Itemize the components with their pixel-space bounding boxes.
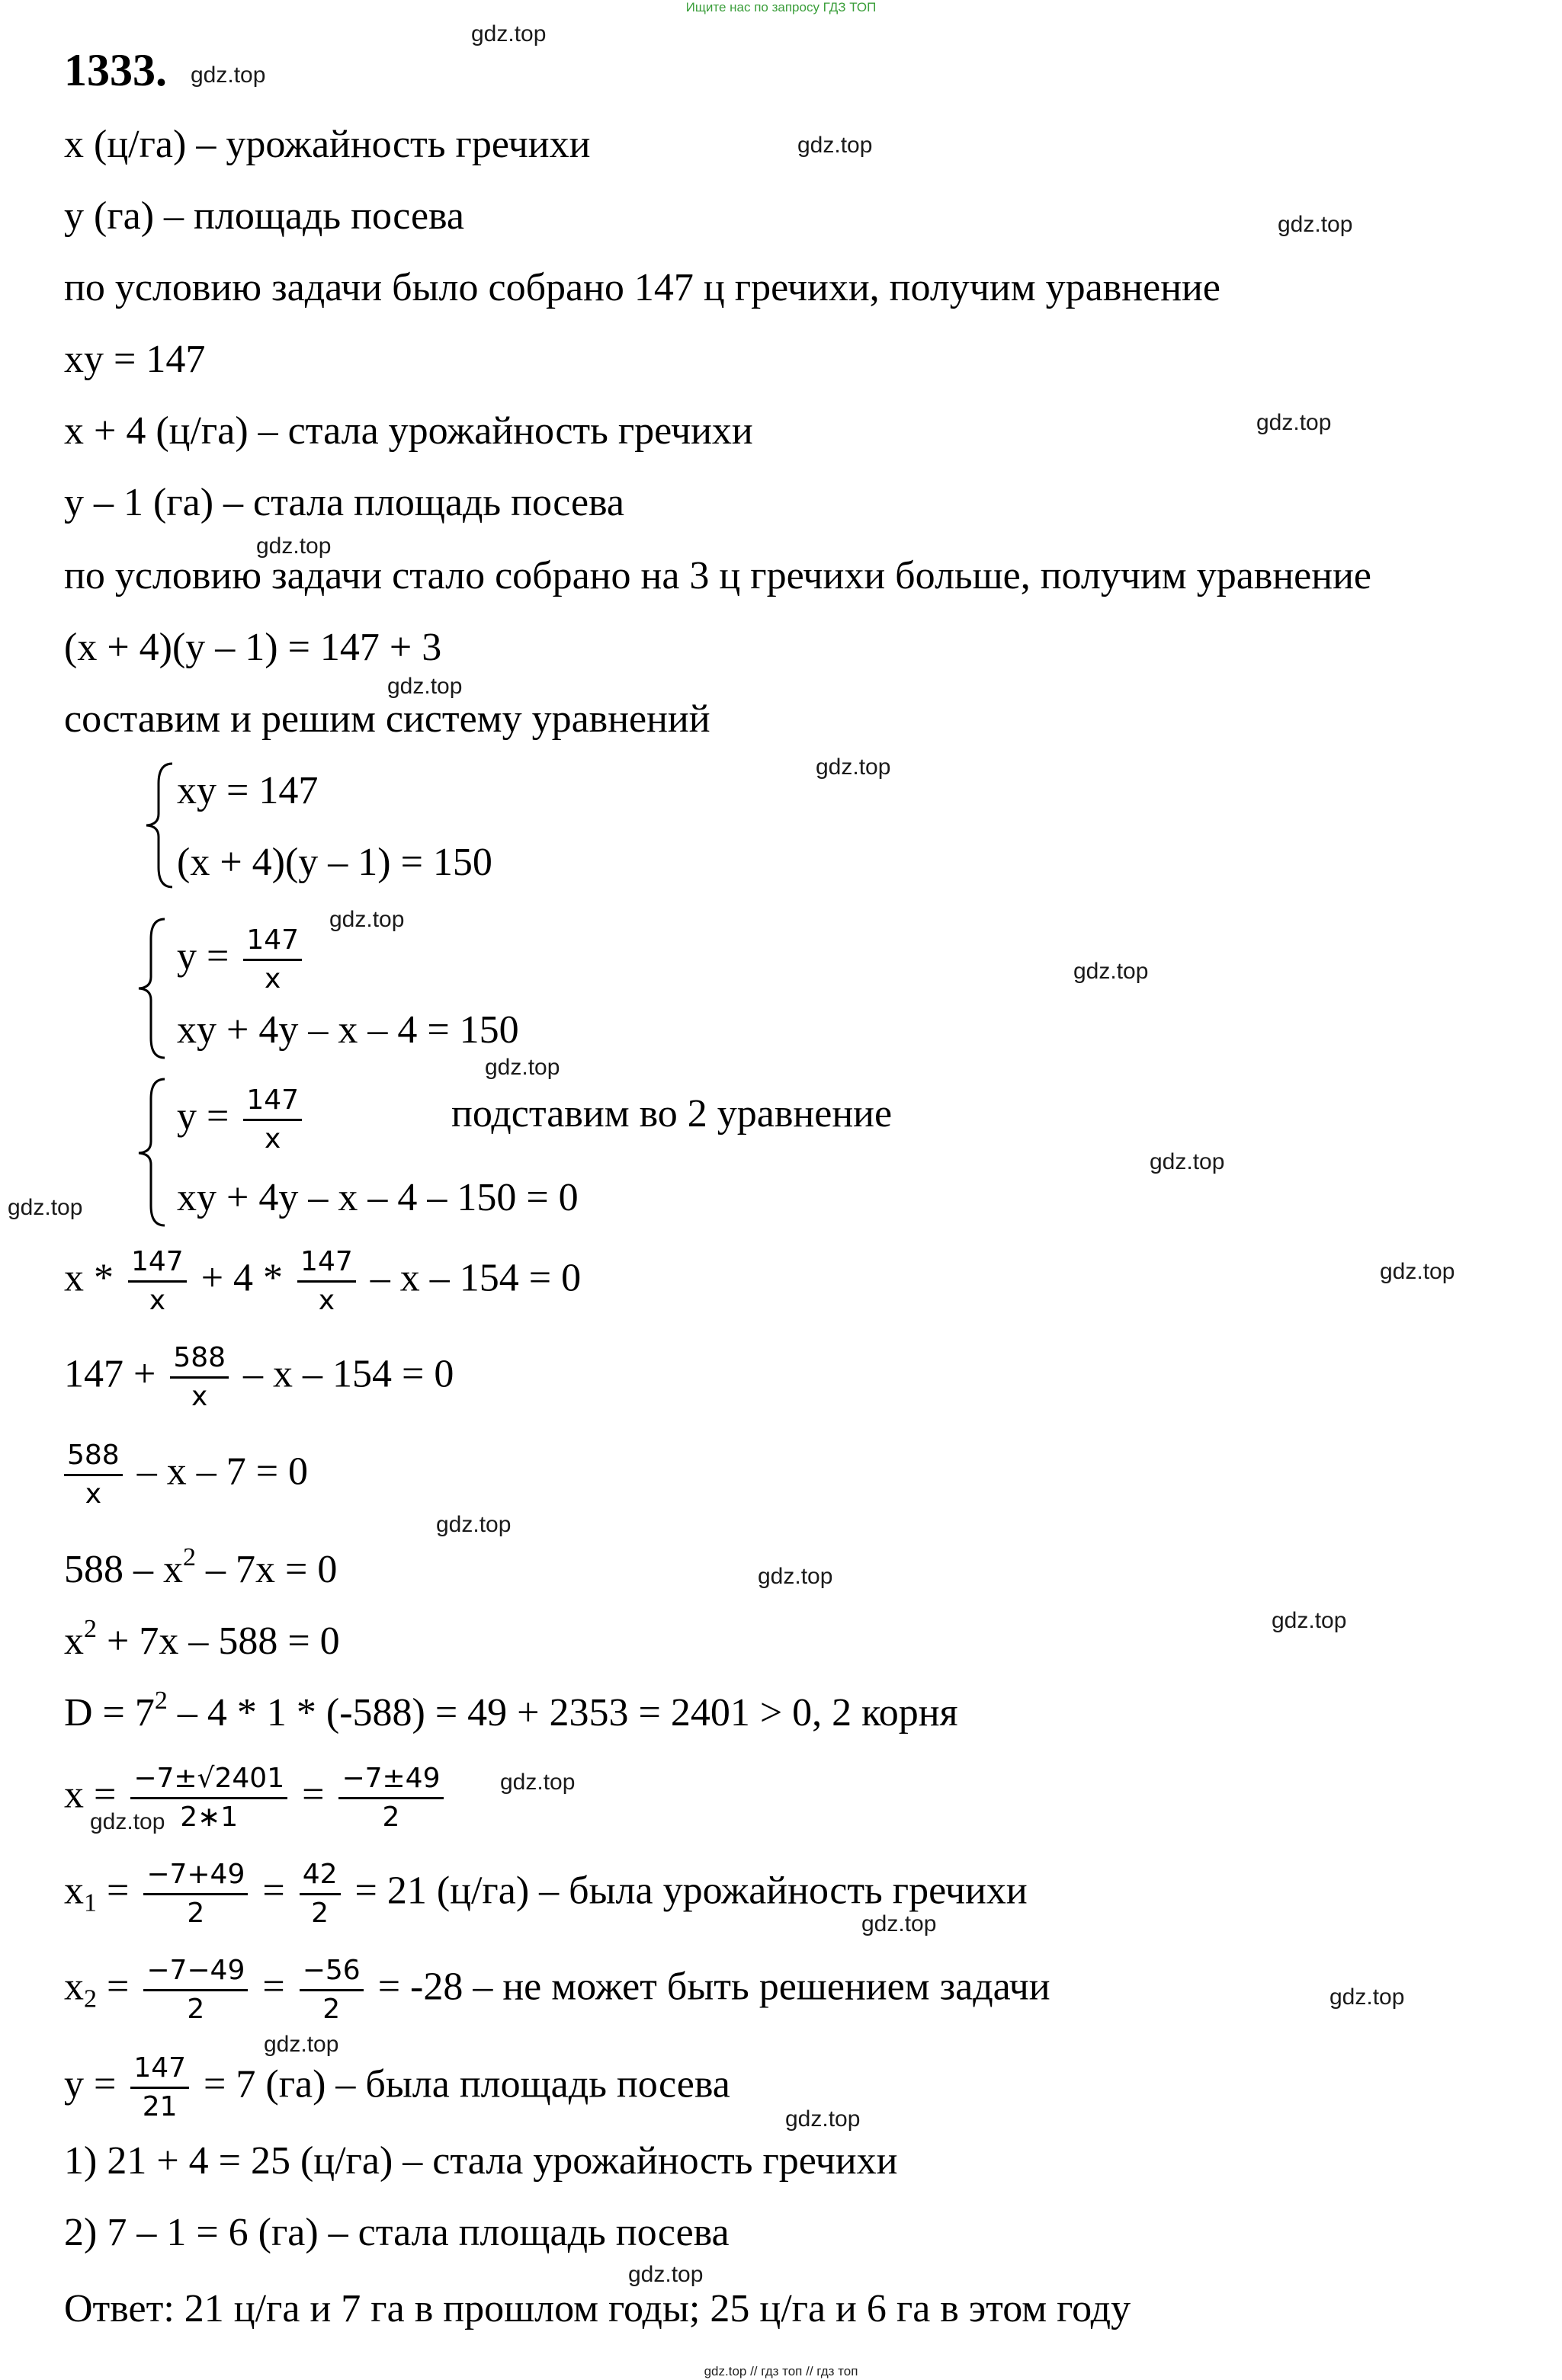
problem-number: 1333.	[64, 45, 167, 95]
watermark: gdz.top	[816, 754, 891, 780]
system1-eq2: (x + 4)(y – 1) = 150	[177, 841, 492, 884]
line-3: по условию задачи было собрано 147 ц гречихи, получим уравнение	[64, 266, 1220, 309]
line-4: xy = 147	[64, 338, 206, 381]
watermark: gdz.top	[485, 1055, 560, 1080]
system3-eq1	[177, 1082, 306, 1158]
numerator: −7±49	[342, 1763, 441, 1794]
watermark: gdz.top	[471, 21, 547, 46]
numerator: −7±√2401	[133, 1763, 285, 1794]
top-note: Ищите нас по запросу ГДЗ ТОП	[685, 0, 877, 14]
fraction-147-x	[243, 1082, 302, 1158]
system3-note: подставим во 2 уравнение	[451, 1092, 893, 1136]
fraction-x2	[143, 1952, 248, 2028]
expr-tail: = -28 – не может быть решением задачи	[367, 1965, 1050, 2009]
denominator: x	[64, 1474, 123, 1513]
equals: =	[107, 1869, 130, 1913]
watermark: gdz.top	[1380, 1259, 1455, 1284]
denominator: 2	[300, 1893, 341, 1932]
numerator: −7−49	[146, 1955, 245, 1986]
exponent: 2	[183, 1543, 196, 1571]
line-6: y – 1 (га) – стала площадь посева	[64, 481, 624, 524]
line-quadratic-2	[64, 1606, 340, 1664]
x-symbol: x	[64, 1869, 84, 1913]
fraction-147-x	[243, 922, 302, 998]
line-substitution	[64, 1244, 581, 1319]
denominator: x	[128, 1280, 187, 1319]
fraction-x1b	[300, 1856, 341, 1932]
numerator: 147	[131, 1246, 184, 1277]
denominator: 21	[130, 2087, 189, 2125]
answer-line: Ответ: 21 ц/га и 7 га в прошлом годы; 25 ц/га и 6 га в этом году	[64, 2287, 1131, 2330]
plus-four-times: + 4 *	[200, 1256, 284, 1300]
y-equals: y =	[177, 1094, 229, 1139]
x-symbol: x	[64, 1773, 84, 1817]
watermark: gdz.top	[1272, 1608, 1347, 1633]
line-2: y (га) – площадь посева	[64, 194, 464, 238]
watermark: gdz.top	[785, 2106, 861, 2132]
watermark: gdz.top	[256, 533, 332, 559]
x-symbol: x	[64, 1619, 84, 1663]
expr-tail: – 7x = 0	[196, 1548, 338, 1591]
denominator: 2	[338, 1797, 443, 1836]
denominator: 2	[143, 1893, 248, 1932]
system1-eq1: xy = 147	[177, 769, 319, 812]
expr-tail: – 4 * 1 * (-588) = 49 + 2353 = 2401 > 0, 2 корня	[167, 1691, 958, 1735]
p147: 147 +	[64, 1352, 156, 1396]
watermark: gdz.top	[90, 1809, 165, 1834]
watermark: gdz.top	[758, 1564, 833, 1589]
watermark: gdz.top	[1329, 1984, 1405, 2010]
watermark: gdz.top	[797, 133, 873, 158]
equals: =	[302, 1773, 325, 1817]
numerator: 147	[246, 1084, 300, 1116]
numerator: 147	[300, 1246, 353, 1277]
x-times: x *	[64, 1256, 114, 1300]
line-1: x (ц/га) – урожайность гречихи	[64, 123, 591, 166]
numerator: 42	[302, 1859, 338, 1890]
equals: =	[262, 1965, 285, 2009]
line-7: по условию задачи стало собрано на 3 ц гречихи больше, получим уравнение	[64, 554, 1371, 597]
denominator: 2	[143, 1989, 248, 2028]
numerator: −7+49	[146, 1859, 245, 1890]
watermark: gdz.top	[861, 1911, 937, 1936]
watermark: gdz.top	[264, 2032, 339, 2057]
minus-x-154: – x – 154 = 0	[370, 1256, 582, 1300]
watermark: gdz.top	[1256, 410, 1332, 435]
fraction-147-x	[297, 1244, 356, 1319]
line-y	[64, 2050, 730, 2125]
fraction-discriminant-2	[338, 1760, 443, 1836]
line-9: составим и решим систему уравнений	[64, 697, 710, 741]
y-equals: y =	[64, 2062, 117, 2106]
fraction-x2b	[300, 1952, 364, 2028]
line-action-1: 1) 21 + 4 = 25 (ц/га) – стала урожайность гречихи	[64, 2139, 898, 2183]
expr-tail: = 21 (ц/га) – была урожайность гречихи	[345, 1869, 1028, 1913]
subscript: 1	[84, 1888, 97, 1917]
subscript: 2	[84, 1984, 97, 2013]
watermark: gdz.top	[500, 1770, 576, 1795]
denominator: x	[170, 1376, 229, 1415]
denominator: 2∗1	[130, 1797, 287, 1836]
denominator: x	[297, 1280, 356, 1319]
equals: =	[94, 1773, 117, 1817]
exponent: 2	[84, 1615, 97, 1643]
numerator: 588	[67, 1440, 120, 1471]
fraction-x1	[143, 1856, 248, 1932]
watermark: gdz.top	[1073, 959, 1149, 984]
y-equals: y =	[177, 934, 229, 979]
line-5: x + 4 (ц/га) – стала урожайность гречихи	[64, 409, 753, 453]
line-discriminant	[64, 1678, 958, 1736]
fraction-147-x	[128, 1244, 187, 1319]
denominator: x	[243, 1119, 302, 1158]
numerator: 147	[246, 924, 300, 956]
watermark: gdz.top	[1278, 212, 1353, 237]
fraction-588-x	[170, 1340, 229, 1415]
expr-tail: + 7x – 588 = 0	[97, 1619, 340, 1663]
expr-tail: = 7 (га) – была площадь посева	[194, 2062, 730, 2106]
watermark: gdz.top	[628, 2262, 704, 2287]
minus-x-7: – x – 7 = 0	[136, 1449, 309, 1494]
numerator: 147	[133, 2052, 187, 2084]
equals: =	[262, 1869, 285, 1913]
footer-links: gdz.top // гдз топ // гдз топ	[704, 2364, 858, 2378]
watermark: gdz.top	[329, 907, 405, 932]
exponent: 2	[154, 1687, 168, 1715]
system-brace-2	[134, 916, 172, 1061]
denominator: 2	[300, 1989, 364, 2028]
expr: D = 7	[64, 1691, 155, 1735]
system-brace-1	[142, 761, 180, 890]
numerator: −56	[302, 1955, 361, 1986]
line-quadratic-1	[64, 1535, 337, 1593]
watermark: gdz.top	[191, 62, 266, 88]
watermark: gdz.top	[8, 1195, 83, 1220]
numerator: 588	[173, 1342, 226, 1373]
expr: 588 – x	[64, 1548, 183, 1591]
watermark: gdz.top	[1150, 1149, 1225, 1174]
watermark: gdz.top	[387, 674, 463, 699]
system-brace-3	[134, 1076, 172, 1228]
system3-eq2: xy + 4y – x – 4 – 150 = 0	[177, 1176, 579, 1219]
fraction-y	[130, 2050, 189, 2125]
system2-eq2: xy + 4y – x – 4 = 150	[177, 1008, 519, 1052]
line-action-2: 2) 7 – 1 = 6 (га) – стала площадь посева	[64, 2211, 730, 2254]
line-8: (x + 4)(y – 1) = 147 + 3	[64, 626, 442, 669]
watermark: gdz.top	[436, 1512, 512, 1537]
equals: =	[107, 1965, 130, 2009]
minus-x-154b: – x – 154 = 0	[243, 1352, 454, 1396]
line-588-x	[64, 1437, 308, 1513]
system2-eq1	[177, 922, 306, 998]
x-symbol: x	[64, 1965, 84, 2009]
fraction-588-x	[64, 1437, 123, 1513]
line-x2	[64, 1952, 1050, 2028]
line-147-plus	[64, 1340, 454, 1415]
denominator: x	[243, 959, 302, 998]
